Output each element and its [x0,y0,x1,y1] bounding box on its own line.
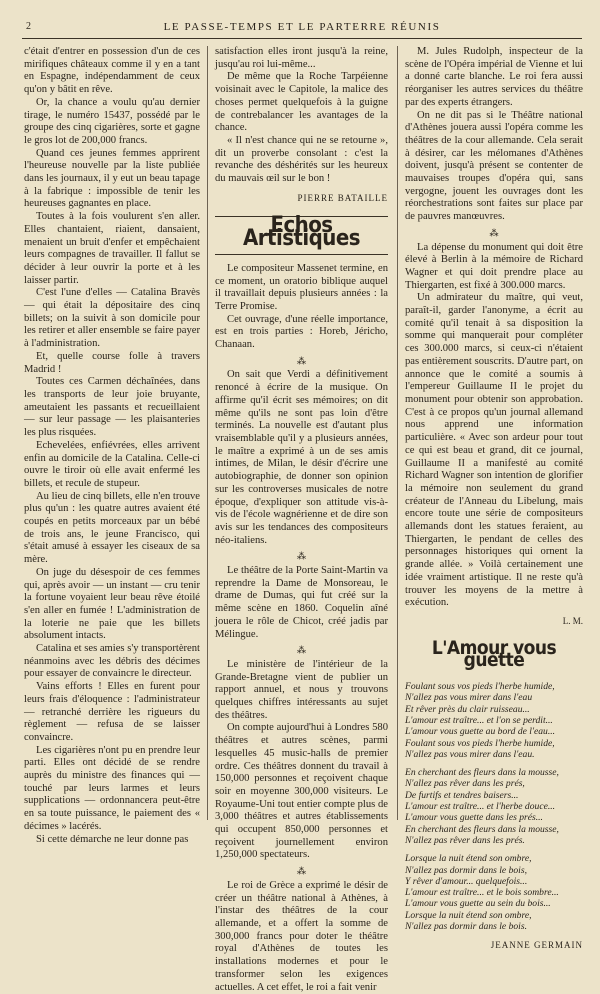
column-divider [207,46,208,820]
paragraph: Un admirateur du maître, qui veut, paraît-il, garder l'anonyme, a écrit au comité qu'il tenait à sa disposition la somme qui manquerait pour compléter ces 300.000 marcs, si ceux-ci n'étaient pas entièrement souscrits. D'autre part, on annonce que le comité a soumis à l'empereur Guillaume II le projet du monument pour obtenir son approbation. C'est à ce propos qu'un journal allemand nous apprend une information particulière. « Avec son ardeur pour tout ce qui est beau et grand, dit ce journal, Guillaume II a manifesté au comité Richard Wagner son intention de glorifier la mémoire non seulement du grand créateur de l'Anneau du Libelung, mais encore toute une série de compositeurs allemands dont les statues feraient, au Thiergarten, le pendant de celles des personnages historiques qui ornent la grande allée. » Voilà certainement une idée vraiment artistique. Il ne reste qu'à trouver les moyens de la mettre à exécution. [405,292,583,609]
paragraph: C'est l'une d'elles — Catalina Bravès — qui était la dépositaire des cinq billets; on la suivit à son domicile pour les retirer et aller ensemble se faire payer à l'administration. [24,287,200,350]
separator-asterisks: ⁂ [297,645,306,656]
journal-title: LE PASSE-TEMPS ET LE PARTERRE RÉUNIS [163,21,441,33]
poem-title [405,636,583,672]
paragraph: La dépense du monument qui doit être élevé à Berlin à la mémoire de Richard Wagner et qui doit prendre place au Thiergarten, est fixé à 300.000 marcs. [405,241,583,291]
paragraph: Or, la chance a voulu qu'au dernier tirage, le numéro 15437, possédé par le groupe des cinq cigarières, sorte et gagne le gros lot de 200,000 francs. [24,96,200,146]
paragraph: De même que la Roche Tarpéienne voisinait avec le Capitole, la malice des choses permet quelquefois à la guigne de contrebalancer les avantages de la chance. [215,71,388,134]
section-heading [215,213,388,254]
poem-line: N'allez pas rêver dans les prés, [405,778,525,790]
news-item: Le compositeur Massenet termine, en ce moment, un oratorio biblique auquel il travaillait depuis plusieurs années : la Terre Promise. [215,262,388,312]
poem-line: Lorsque la nuit étend son ombre, [405,853,532,865]
paragraph: Au lieu de cinq billets, elle n'en trouve plus qu'un : les quatre autres avaient été coupés en petits morceaux par un bébé de trois ans, le jeune Francisco, qui s'était amusé à essayer les ciseaux de sa mère. [24,490,200,566]
paragraph: Les cigarières n'ont pu en prendre leur parti. Elles ont décidé de se rendre auprès du ministre des finances qui — touché par leurs larmes et leurs supplications — ordonnancera peut-être en sa toute puissance, le paiement des « décimes » lacérés. [24,744,200,832]
poem-line: L'amour vous guette au bord de l'eau... [405,726,556,738]
poem-line: En cherchant des fleurs dans la mousse, [405,823,559,835]
poem-line: L'amour est traître... et l'on se perdit... [405,714,553,726]
poem-stanza [405,853,583,932]
paragraph: « Il n'est chance qui ne se retourne », dit un proverbe consolant : c'est la revanche des déshérités sur les heureux du mauvais œil sur le bon ! [215,134,388,185]
section-heading-text: Echos Artistiques [243,213,360,252]
page-header [22,16,582,39]
separator-asterisks: ⁂ [489,227,499,238]
separator-asterisks: ⁂ [297,551,306,562]
poem-line: L'amour vous guette au sein du bois... [405,898,551,910]
paragraph: M. Jules Rudolph, inspecteur de la scène de l'Opéra impérial de Vienne et lui a donné carte blanche. Le roi fera aussi réorganiser les autres services du théâtre par des experts étrangers. [405,46,583,108]
poem-line: N'allez pas vous mirer dans l'eau [405,692,533,704]
paragraph: On ne dit pas si le Théâtre national d'Athènes jouera aussi l'opéra comme les théâtres de la cour allemande. Cela serait à désirer, car les mélomanes d'Athènes doivent, jusqu'à présent se contenter de mauvaises troupes d'opéra qui, sans vergogne, jouent les ouvrages dont les réorchestrations sont faites sur place par de pauvres manœuvres. [405,109,583,223]
news-item: Le théâtre de la Porte Saint-Martin va reprendre la Dame de Monsoreau, le drame de Dumas, qui fut créé sur la même scène en 1860. Coquelin aîné jouera le rôle de Chicot, créé jadis par Mélingue. [215,565,388,640]
paragraph: satisfaction elles iront jusqu'à la reine, jusqu'au roi lui-même... [215,46,388,70]
separator-asterisks: ⁂ [297,355,306,366]
poem-line: Foulant sous vos pieds l'herbe humide, [405,681,555,693]
poem-line: N'allez pas rêver dans les prés. [405,834,525,846]
column-3 [405,46,583,952]
paragraph: Et, quelle course folle à travers Madrid ! [24,350,200,375]
poem-stanza [405,767,583,846]
paragraph: c'était d'entrer en possession d'un de ces mirifiques châteaux comme il y en a tant en Espagne, indépendamment de ceux qu'on y bâtit en rêve. [24,46,200,96]
paragraph: Catalina et ses amies s'y transportèrent néanmoins avec les débris des décimes pour essayer de convaincre le directeur. [24,643,201,680]
paragraph: Toutes ces Carmen déchaînées, dans les transports de leur joie bruyante, ameutaient les passants et recueillaient — sur leur passage — les plaisanteries les plus risquées. [24,376,200,439]
poem-line: N'allez pas dormir dans le bois, [405,864,527,876]
poem-line: N'allez pas dormir dans le bois. [405,920,527,932]
news-item: Le ministère de l'intérieur de la Grande-Bretagne vient de publier un rapport annuel, et nous y trouvons quelques chiffres intéressants au sujet des théâtres. [215,658,388,721]
poem [405,681,583,932]
news-item: On sait que Verdi a définitivement renoncé à écrire de la musique. On affirme qu'il écrit ses mémoires; on dit même qu'ils ne sont pas loin d'être terminés. La nouvelle est d'autant plus vraisemblable qu'il y a plusieurs années, le maître a exprimé à un de ses amis intimes, de Milan, le désir d'écrire une autobiographie, de donner son opinion sur les controverses musicales de notre époque, d'expliquer son attitude vis-à-vis de l'école wagnérienne et de dire son avis sur les tendances des compositeurs néo-italiens. [215,369,388,546]
poem-stanza [405,681,583,760]
paragraph: Quand ces jeunes femmes apprirent l'heureuse nouvelle par la liste publiée dans les journaux, il y eut un beau tapage à la fabrique : impossible de tenir les heureuses gagnantes en place. [24,147,200,210]
poem-title-text: L'Amour vous guette [431,636,557,672]
column-1 [24,46,200,846]
separator-asterisks: ⁂ [297,866,306,877]
page-number: 2 [26,21,31,32]
paragraph: Si cette démarche ne leur donne pas [36,833,189,845]
poem-line: L'amour est traître... et l'herbe douce... [405,801,556,813]
poem-line: De furtifs et tendres baisers... [405,789,519,801]
poem-line: En cherchant des fleurs dans la mousse, [405,767,559,779]
column-2 [215,46,388,994]
news-item: Le roi de Grèce a exprimé le désir de créer un théâtre national à Athènes, à l'instar des théâtres de la cour allemande, et a offert la somme de 300,000 francs pour doter le théâtre royal d'Athènes de toutes les installations modernes et pour le transformer selon les exigences actuelles. A cet effet, le roi a fait venir [215,879,388,993]
poem-line: L'amour vous guette dans les prés... [405,812,543,824]
news-item: Cet ouvrage, d'une réelle importance, est en trois parties : Horeb, Jéricho, Chanaan. [215,313,388,351]
poem-line: Foulant sous vos pieds l'herbe humide, [405,737,555,749]
news-item: On compte aujourd'hui à Londres 580 théâtres et autres scènes, parmi lesquelles 45 music-halls de premier ordre. Ces théâtres donnent du travail à 150,000 personnes et reçoivent chaque soir en moyenne 300,000 visiteurs. Le Royaume-Uni tout entier compte plus de 3,000 théâtres et autres établissements qui occupent 850,000 personnes et reçoivent journellement environ 1,250,000 spectateurs. [215,722,388,861]
paragraph: Vains efforts ! Elles en furent pour leurs frais d'éloquence : l'administrateur — retranché derrière les rigueurs du règlement — refusa de se laisser convaincre. [24,681,200,743]
paragraph: Toutes à la fois voulurent s'en aller. Elles chantaient, riaient, dansaient, menaient un bruit d'enfer et empêchaient leurs compagnes de travailler. Il fallut se décider à leur ouvrir la porte et à les laisser partir. [24,211,200,286]
poem-line: Lorsque la nuit étend son ombre, [405,909,532,921]
paragraph: On juge du désespoir de ces femmes qui, après avoir — un instant — cru tenir la fortune voyaient leur beau rêve étoilé s'en aller en fumée ! L'administration de la loterie ne paie que les billets absolument intacts. [24,566,200,642]
author-signature: PIERRE BATAILLE [297,192,388,203]
poem-line: N'allez pas vous mirer dans l'eau. [405,748,535,760]
paragraph: Echevelées, enfiévrées, elles arrivent enfin au domicile de la Catalina. Celle-ci ouvre le tiroir où elle avait enfermé les billets, et recule de stupeur. [24,439,200,489]
column-divider [397,46,398,820]
poem-signature: JEANNE GERMAIN [490,940,583,951]
article-signature: L. M. [562,615,583,626]
poem-line: L'amour est traître... et le bois sombre... [405,887,559,899]
poem-line: Et rêver près du clair ruisseau... [405,703,530,715]
poem-line: Y rêver d'amour... quelquefois... [405,875,528,887]
